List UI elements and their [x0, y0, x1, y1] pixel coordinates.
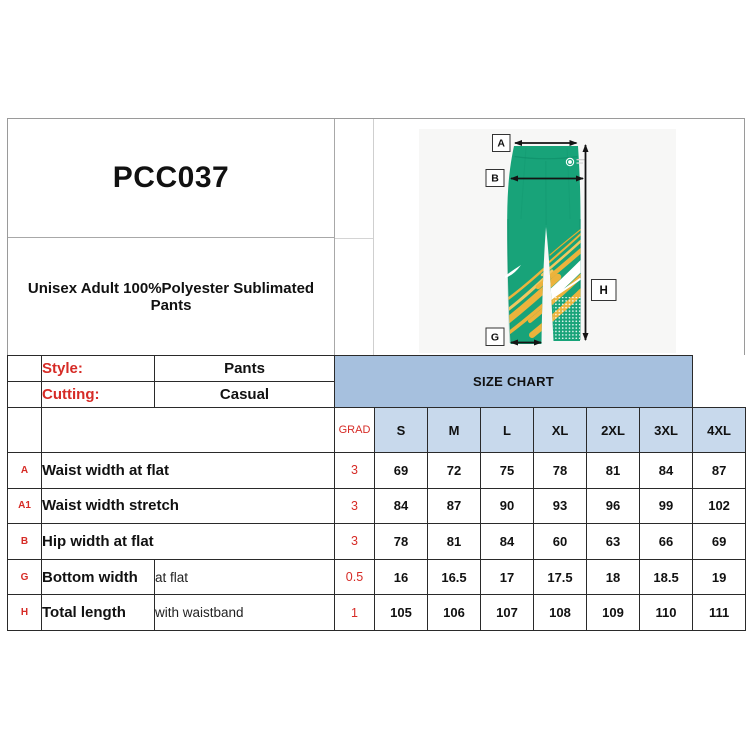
product-code: PCC037	[112, 161, 230, 194]
size-col-4xl: 4XL	[693, 408, 746, 453]
value-xl: 108	[534, 595, 587, 631]
row-label: Bottom width	[42, 559, 155, 595]
value-3xl: 99	[640, 488, 693, 524]
value-4xl: 102	[693, 488, 746, 524]
size-col-m: M	[428, 408, 481, 453]
size-header-row	[8, 408, 746, 453]
pants-diagram-cell	[374, 119, 746, 355]
size-row-g	[8, 559, 746, 595]
value-2xl: 96	[587, 488, 640, 524]
cutting-value: Casual	[155, 382, 335, 408]
value-3xl: 66	[640, 524, 693, 560]
size-col-3xl: 3XL	[640, 408, 693, 453]
size-col-xl: XL	[534, 408, 587, 453]
value-2xl: 18	[587, 559, 640, 595]
row-note: at flat	[155, 559, 335, 595]
row-grad: 3	[335, 524, 375, 560]
spacer-divider	[335, 238, 373, 239]
value-l: 17	[481, 559, 534, 595]
value-l: 90	[481, 488, 534, 524]
value-3xl: 110	[640, 595, 693, 631]
value-4xl: 87	[693, 453, 746, 489]
size-row-a	[8, 453, 746, 489]
row-grad: 3	[335, 488, 375, 524]
value-3xl: 18.5	[640, 559, 693, 595]
label-h: H	[599, 285, 608, 297]
row-label: Waist width stretch	[42, 488, 335, 524]
value-m: 72	[428, 453, 481, 489]
row-label: Waist width at flat	[42, 453, 335, 489]
size-row-b	[8, 524, 746, 560]
row-grad: 3	[335, 453, 375, 489]
value-s: 84	[375, 488, 428, 524]
value-s: 69	[375, 453, 428, 489]
row-note: with waistband	[155, 595, 335, 631]
mesh-texture-patch	[553, 297, 581, 339]
value-m: 81	[428, 524, 481, 560]
size-row-h	[8, 595, 746, 631]
value-m: 87	[428, 488, 481, 524]
empty-cell	[8, 356, 42, 382]
grad-header: GRAD	[335, 408, 375, 453]
row-label: Hip width at flat	[42, 524, 335, 560]
size-col-s: S	[375, 408, 428, 453]
style-row	[8, 356, 746, 382]
value-s: 78	[375, 524, 428, 560]
product-info-panel	[7, 118, 745, 355]
value-xl: 60	[534, 524, 587, 560]
row-grad: 0.5	[335, 559, 375, 595]
row-grad: 1	[335, 595, 375, 631]
value-xl: 78	[534, 453, 587, 489]
row-letter: G	[8, 559, 42, 595]
value-2xl: 63	[587, 524, 640, 560]
value-l: 107	[481, 595, 534, 631]
value-s: 16	[375, 559, 428, 595]
style-label: Style:	[42, 356, 155, 382]
label-b: B	[491, 172, 499, 185]
value-3xl: 84	[640, 453, 693, 489]
style-value: Pants	[155, 356, 335, 382]
product-description-cell	[8, 238, 335, 355]
value-2xl: 109	[587, 595, 640, 631]
value-m: 16.5	[428, 559, 481, 595]
size-row-a1	[8, 488, 746, 524]
value-2xl: 81	[587, 453, 640, 489]
row-letter: B	[8, 524, 42, 560]
value-4xl: 19	[693, 559, 746, 595]
product-description: Unisex Adult 100%Polyester Sublimated Pants	[27, 279, 315, 314]
size-col-l: L	[481, 408, 534, 453]
empty-cell	[8, 408, 42, 453]
row-label: Total length	[42, 595, 155, 631]
spacer-column	[335, 119, 374, 355]
label-a: A	[497, 137, 505, 150]
value-l: 84	[481, 524, 534, 560]
row-letter: A	[8, 453, 42, 489]
value-s: 105	[375, 595, 428, 631]
size-col-2xl: 2XL	[587, 408, 640, 453]
size-chart-table	[7, 355, 746, 631]
size-chart-title: SIZE CHART	[335, 356, 693, 408]
value-xl: 93	[534, 488, 587, 524]
cutting-label: Cutting:	[42, 382, 155, 408]
row-letter: H	[8, 595, 42, 631]
value-m: 106	[428, 595, 481, 631]
value-l: 75	[481, 453, 534, 489]
pants-measurement-diagram	[374, 119, 746, 355]
value-4xl: 69	[693, 524, 746, 560]
empty-cell	[42, 408, 335, 453]
product-code-cell	[8, 119, 335, 238]
empty-cell	[8, 382, 42, 408]
label-g: G	[490, 331, 500, 344]
value-4xl: 111	[693, 595, 746, 631]
value-xl: 17.5	[534, 559, 587, 595]
row-letter: A1	[8, 488, 42, 524]
